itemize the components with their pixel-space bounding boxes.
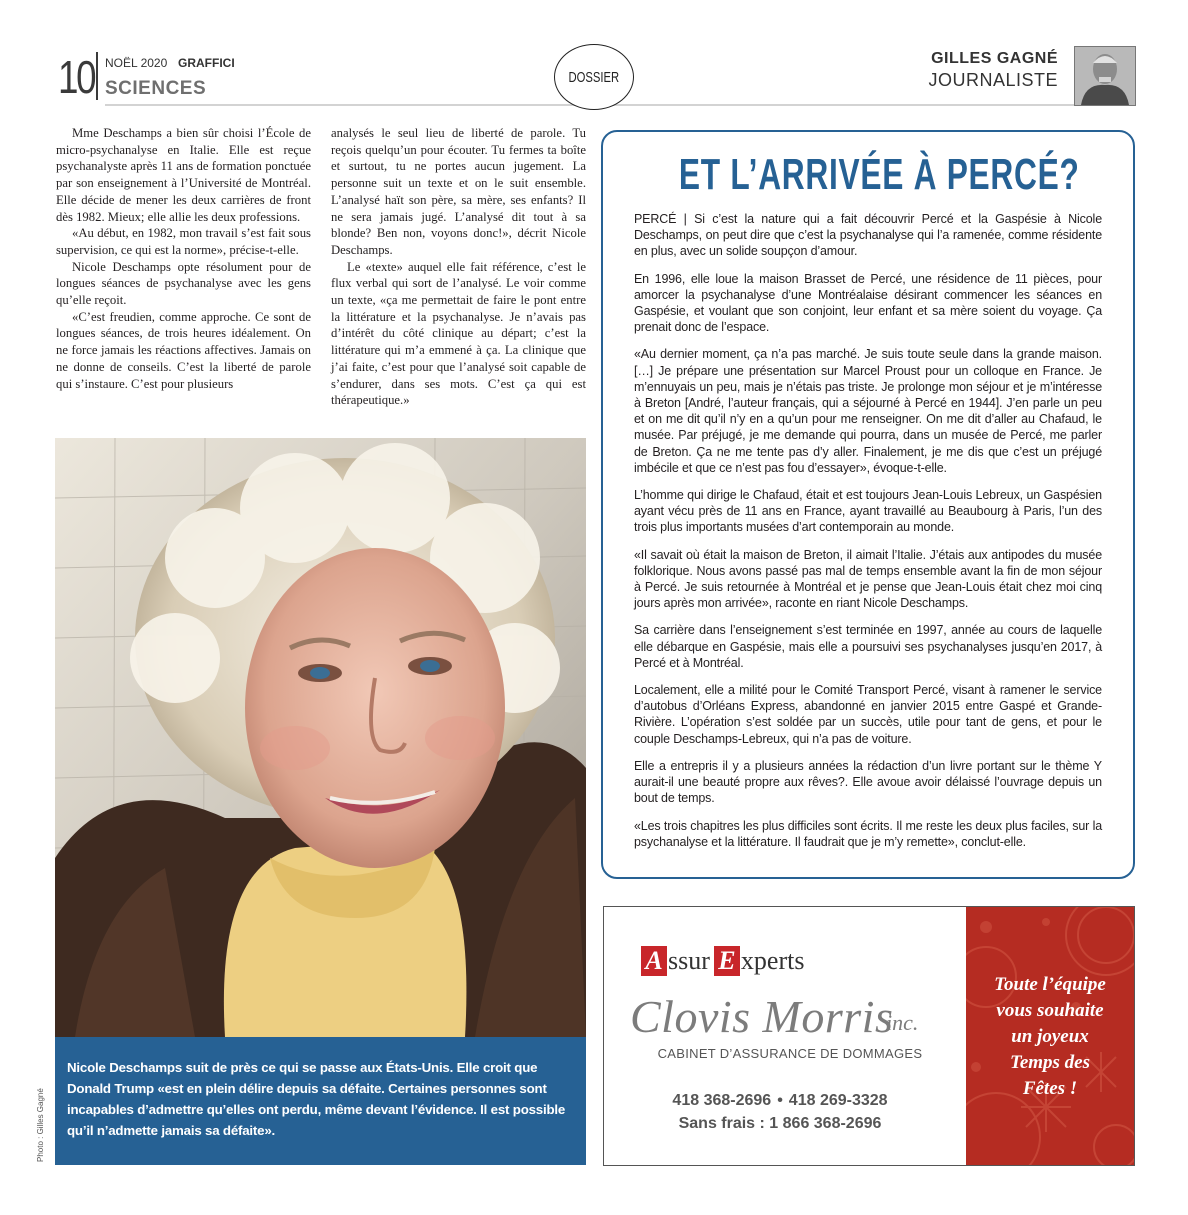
greeting-line: Fêtes ! xyxy=(1022,1078,1078,1099)
header-divider xyxy=(96,52,98,100)
logo-letter-a: A xyxy=(641,946,667,976)
sidebar-paragraph: «Il savait où était la maison de Breton, il aimait l’Italie. J’étais aux antipodes du musée folklorique. Nous avons passé pas mal de temps ensemble avant la fin de mon séjour à Percé. Je suis retournée à Montréal et je pense que Jean-Louis était chez moi cinq jours après mon arrivée», raconte en riant Nicole Deschamps. xyxy=(634,547,1102,611)
photo-caption: Nicole Deschamps suit de près ce qui se passe aux États-Unis. Elle croit que Donald Trump «est en plein délire depuis sa défaite. Certaines personnes sont incapables d’admettre qu’elles ont perdu, même devant l’évidence. Il est possible qu’il n’admette jamais sa défaite». xyxy=(55,1037,586,1165)
sidebar-paragraph: En 1996, elle loue la maison Brasset de Percé, une résidence de 11 pièces, pour amorcer la psychanalyse d’une Montréalaise désirant commencer les séances en Gaspésie, et voulant que son conjoint, leur enfant et sa mère soient du voyage. Ça prenait donc de l’espace. xyxy=(634,271,1102,335)
article-paragraph: «C’est freudien, comme approche. Ce sont de longues séances, de trois heures idéalement. On ne force jamais les réactions affectives. Jamais on ne donne de conseils. C’est la liberté de parole qui s’instaure. C’est pour plusieurs xyxy=(56,309,311,391)
article-paragraph: Mme Deschamps a bien sûr choisi l’École de micro-psychanalyse en Italie. Elle est reçue psychanalyste après 11 ans de formation ponctuée par son enseignement à l’Université de Montréal. Elle décide de mener les deux carrières de front dès 1982. Mieux; elle allie les deux professions. xyxy=(56,126,311,224)
author-photo-drawing xyxy=(1075,47,1135,105)
sidebar-paragraph: «Les trois chapitres les plus difficiles sont écrits. Il me reste les deux plus faciles, sur la psychanalyse et la littérature. Il faudrait que je m’y remette», conclut-elle. xyxy=(634,818,1102,849)
ad-brand-name: Clovis Morris xyxy=(630,991,894,1042)
sidebar-paragraph: Localement, elle a milité pour le Comité Transport Percé, visant à ramener le service d’autobus d’Orléans Express, abandonné en janvier 2015 entre Gaspé et Grande-Rivière. L’opération s’est soldée par un succès, utile pour tant de gens, et pour le couple Deschamps-Lebreux, qui n’a pas de voiture. xyxy=(634,683,1102,746)
header-rule xyxy=(105,104,1135,106)
page-number: 10 xyxy=(58,51,95,103)
sidebar-paragraph: Sa carrière dans l’enseignement s’est terminée en 1997, année au cours de laquelle elle débarque en Gaspésie, mais elle a poursuivi ses psychanalyses jusqu’en 2017, à Percé et à Montréal. xyxy=(634,623,1102,670)
publication-name: GRAFFICI xyxy=(178,56,235,70)
greeting-line: vous souhaite xyxy=(996,1000,1104,1021)
photo-credit xyxy=(36,1082,50,1162)
article-paragraph: «Au début, en 1982, mon travail s’est fait sous supervision, ce qui est la norme», précise-t-elle. xyxy=(56,226,311,257)
author-role: JOURNALISTE xyxy=(928,70,1058,90)
photo-credit-text: Photo : Gilles Gagné xyxy=(36,1088,45,1162)
ad-greeting xyxy=(966,972,1134,1102)
ad-phone-separator: • xyxy=(777,1092,783,1109)
article-paragraph: Nicole Deschamps opte résolument pour de longues séances de psychanalyse avec les gens qu’elle reçoit. xyxy=(56,259,311,308)
assurexperts-logo xyxy=(641,945,804,977)
ad-tollfree: Sans frais : 1 866 368-2696 xyxy=(678,1115,882,1132)
ad-subtitle: CABINET D’ASSURANCE DE DOMMAGES xyxy=(657,1046,923,1061)
logo-word-e: xperts xyxy=(740,946,805,975)
sidebar-body xyxy=(634,211,1102,861)
section-title: SCIENCES xyxy=(105,78,207,99)
dossier-badge xyxy=(554,44,634,110)
ad-brand-suffix: inc. xyxy=(886,1010,919,1035)
issue-date: NOËL 2020 xyxy=(105,56,168,70)
greeting-line: Toute l’équipe xyxy=(994,974,1106,995)
author-photo xyxy=(1074,46,1136,106)
dossier-badge-label: DOSSIER xyxy=(568,68,620,86)
article-paragraph: analysés le seul lieu de liberté de parole. Tu reçois quelqu’un pour écouter. Tu fermes ta boîte et surtout, tu ne portes aucun jugement. La personne suit un texte et on le suit ensemble. L’analysé haït son père, sa mère, ses enfants? Il ne sera jamais jugé. L’analysé dit tout à sa blonde? Ben non, voyons donc!», décrit Nicole Deschamps. xyxy=(331,126,586,257)
logo-letter-e: E xyxy=(714,946,740,976)
sidebar-title xyxy=(601,150,1135,200)
feature-photo-illustration xyxy=(55,438,586,1037)
author-byline xyxy=(928,50,1058,91)
article-paragraph: Le «texte» auquel elle fait référence, c’est le flux verbal qui sort de l’analysé. Le voir comme un texte, «ça me permettait de faire le pont entre la littérature et la psychanalyse. Je n’avais pas d’intérêt du côté clinique au départ; c’est la littérature qui m’a emmené à ça. La clinique que j’ai faite, c’est pour que l’analysé soit capable de s’endurer, dans ses mots. C’est ça qui est thérapeutique.» xyxy=(331,259,586,408)
ad-phone-2: 418 269-3328 xyxy=(788,1092,888,1109)
sidebar-paragraph: PERCÉ | Si c’est la nature qui a fait découvrir Percé et la Gaspésie à Nicole Deschamps, on peut dire que c’est la psychanalyse qui l’a ramenée, comme résidente en plus, avec un solide soupçon d’amour. xyxy=(634,212,1102,259)
ad-phone-1: 418 368-2696 xyxy=(672,1092,772,1109)
logo-word-a: ssur xyxy=(668,946,710,975)
sidebar-paragraph: Elle a entrepris il y a plusieurs années la rédaction d’un livre portant sur le thème Y aurait-il une beauté propre aux rêves?. Elle avoue avoir délaissé l’ouvrage depuis un bout de temps. xyxy=(634,758,1102,806)
article-column-2 xyxy=(331,125,586,409)
ad-phone-numbers xyxy=(630,1092,930,1110)
sidebar-title-text: ET L’ARRIVÉE À PERCÉ? xyxy=(678,150,1080,199)
article-column-1 xyxy=(56,125,311,392)
greeting-line: Temps des xyxy=(1009,1052,1091,1073)
greeting-line: un joyeux xyxy=(1011,1026,1089,1047)
sidebar-paragraph: L’homme qui dirige le Chafaud, était et est toujours Jean-Louis Lebreux, un Gaspésien ayant vécu près de 11 ans en France, ayant travaillé au Beaubourg à Paris, l’un des trois plus importants musées d’art contemporain au monde. xyxy=(634,488,1102,535)
sidebar-paragraph: «Au dernier moment, ça n’a pas marché. Je suis toute seule dans la grande maison. […] Je prépare une présentation sur Marcel Proust pour un colloque en France. Je m’ennuyais un peu, mais je n’étais pas triste. Je prolonge mon séjour et je m’intéresse à Breton [André, l’auteur français, qui a séjourné à Percé en 1944]. J’en parle un peu et on me dit qu’il n’y en a qu’un pour me renseigner. On me dit d’aller au Chafaud, le musée. Par préjugé, je me demande qui pourra, dans un musée de Percé, me parler de Breton. Ça ne me tente pas d’y aller. Finalement, je me dis que c’est un préjugé imbécile et que ce n’est pas fou d’essayer», évoque-t-elle. xyxy=(634,347,1102,475)
author-name: GILLES GAGNÉ xyxy=(931,50,1058,67)
feature-photo xyxy=(55,438,586,1037)
